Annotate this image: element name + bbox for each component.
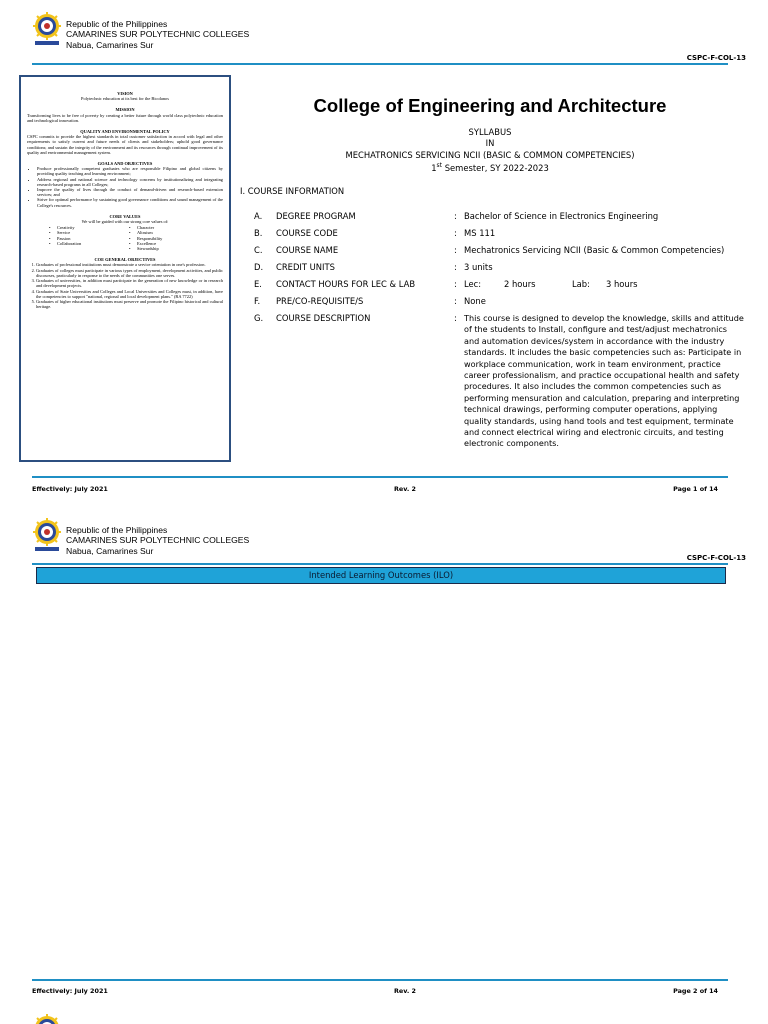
course-information-heading: I. COURSE INFORMATION <box>240 186 345 196</box>
semester-line <box>240 160 740 174</box>
row-colon: : <box>454 245 457 255</box>
row-value: 3 units <box>464 262 493 272</box>
vision-mission-box <box>19 75 231 462</box>
revision-number: Rev. 2 <box>394 987 416 995</box>
effectivity-date: Effectively: July 2021 <box>32 485 108 493</box>
goals-list <box>27 166 223 208</box>
semester-text: Semester, SY 2022-2023 <box>442 162 549 173</box>
header-college: CAMARINES SUR POLYTECHNIC COLLEGES <box>66 29 250 40</box>
lec-label: Lec: <box>464 279 482 289</box>
effectivity-date: Effectively: July 2021 <box>32 987 108 995</box>
core-value: • Responsibility <box>129 236 209 241</box>
core-values-list <box>49 225 223 251</box>
row-letter: E. <box>254 279 262 289</box>
core-value: • Service <box>49 230 129 235</box>
core-values-intro: We will be guided with our strong core values of: <box>81 219 169 225</box>
footer-rule <box>32 979 728 981</box>
policy-text: CSPC commits to provide the highest standards in total customer satisfaction in accord with legal and other requirements to satisfy current and future needs of clients and stakeholders; uphold good governance conditions; and sustain the integrity of the environment and its resources through continual improvement of its quality and environmental management system. <box>27 134 223 155</box>
vision-text: Polytechnic education at its best for the Bicolanos <box>81 96 169 102</box>
row-label: COURSE NAME <box>276 245 339 255</box>
coe-objective: 2. Graduates of colleges must participate in various types of employment, development activities, and public discourses, particularly in response to the needs of the communities one serves. <box>36 268 223 278</box>
goal-item: • Address regional and national science and technology concerns by institutionalizing and integrating research-based programs in all Colleges; <box>37 177 223 187</box>
core-value: • Excellence <box>129 241 209 246</box>
page-number: Page 1 of 14 <box>673 485 718 493</box>
row-colon: : <box>454 279 457 289</box>
policy-title: QUALITY AND ENVIRONMENTAL POLICY <box>80 129 170 135</box>
page-number: Page 2 of 14 <box>673 987 718 995</box>
row-colon: : <box>454 313 457 323</box>
footer-rule <box>32 476 728 478</box>
mission-text: Transforming lives to be free of poverty by creating a better future through world class polytechnic education and technological innovation. <box>27 112 223 123</box>
vision-title: VISION <box>117 91 133 96</box>
row-letter: C. <box>254 245 263 255</box>
college-seal-icon <box>32 12 62 48</box>
core-value: • Passion <box>49 236 129 241</box>
semester-suffix: st <box>436 162 443 169</box>
syllabus-in: IN <box>485 138 495 148</box>
row-colon: : <box>454 296 457 306</box>
header-rule <box>32 563 728 565</box>
college-seal-icon <box>32 1014 62 1024</box>
goals-title: GOALS AND OBJECTIVES <box>97 161 153 167</box>
header-college: CAMARINES SUR POLYTECHNIC COLLEGES <box>66 535 250 546</box>
revision-number: Rev. 2 <box>394 485 416 493</box>
row-letter: B. <box>254 228 263 238</box>
core-value: • Creativity <box>49 225 129 230</box>
coe-objective: 1. Graduates of professional institutions must demonstrate a service orientation in one's profession. <box>36 262 223 267</box>
row-letter: G. <box>254 313 264 323</box>
header-location: Nabua, Camarines Sur <box>66 39 154 50</box>
course-heading: MECHATRONICS SERVICING NCII (BASIC & COMMON COMPETENCIES) <box>345 150 635 160</box>
row-colon: : <box>454 262 457 272</box>
header-text <box>66 525 249 556</box>
row-letter: A. <box>254 211 263 221</box>
row-letter: F. <box>254 296 261 306</box>
coe-objectives-list <box>27 262 223 309</box>
college-seal-icon <box>32 518 62 554</box>
row-value: Bachelor of Science in Electronics Engineering <box>464 211 659 221</box>
goal-item: • Strive for optimal performance by sustaining good governance conditions and sound management of the College's resources. <box>37 197 223 207</box>
row-value: None <box>464 296 486 306</box>
row-value: Mechatronics Servicing NCII (Basic & Common Competencies) <box>464 245 725 255</box>
ilo-section-bar: Intended Learning Outcomes (ILO) <box>36 567 726 584</box>
lec-hours: 2 hours <box>504 279 536 289</box>
header-republic: Republic of the Philippines <box>66 19 168 29</box>
header-text <box>66 19 249 50</box>
course-description-text: This course is designed to develop the knowledge, skills and attitude of the students to Install, configure and test/adjust mechatronics and automation devices/system in accordance with the industry standards. It includes the basic competencies such as: Participate in workplace communication, work in team environment, practice career professionalism, and practice occupational health and safety procedures. It also includes the common competencies such as performing mensuration and calculation, preparing and interpreting technical drawings, performing computer operations, applying quality standards, using hand tools and test equipment, terminate and connect electrical wiring and electronic circuits, and testing electronic components. <box>464 313 744 449</box>
form-code: CSPC-F-COL-13 <box>686 554 746 562</box>
core-value: • Stewardship <box>129 246 209 251</box>
row-label: PRE/CO-REQUISITE/S <box>276 296 364 306</box>
goal-item: • Produce professionally competent graduates who are responsible Filipino and global citizens by providing quality teaching and learning environment; <box>37 166 223 176</box>
row-label: CONTACT HOURS FOR LEC & LAB <box>276 279 416 289</box>
header-location: Nabua, Camarines Sur <box>66 545 154 556</box>
core-value: • Character <box>129 225 209 230</box>
row-label: DEGREE PROGRAM <box>276 211 356 221</box>
row-label: COURSE CODE <box>276 228 338 238</box>
row-letter: D. <box>254 262 264 272</box>
core-value-spacer <box>49 246 129 251</box>
row-label: COURSE DESCRIPTION <box>276 313 371 323</box>
row-colon: : <box>454 228 457 238</box>
goal-item: • Improve the quality of lives through the conduct of demand-driven and research-based extension services; and <box>37 187 223 197</box>
coe-objective: 3. Graduates of universities, in addition must participate in the generation of new knowledge or in research and development projects. <box>36 278 223 288</box>
syllabus-label: SYLLABUS <box>468 127 512 137</box>
core-value: • Altruism <box>129 230 209 235</box>
syllabus-page-1 <box>0 0 768 500</box>
coe-objective: 4. Graduates of State Universities and Colleges and Local Universities and Colleges must, in addition, have the competencies to support "national, regional and local development plans." (RA 7722) <box>36 289 223 299</box>
header-republic: Republic of the Philippines <box>66 525 168 535</box>
row-colon: : <box>454 211 457 221</box>
coe-objective: 5. Graduates of higher educational institutions must preserve and promote the Filipino historical and cultural heritage. <box>36 299 223 309</box>
row-value: MS 111 <box>464 228 496 238</box>
core-value: • Collaboration <box>49 241 129 246</box>
coe-objectives-title: COE GENERAL OBJECTIVES <box>94 257 156 263</box>
mission-title: MISSION <box>115 107 135 113</box>
form-code: CSPC-F-COL-13 <box>686 54 746 62</box>
college-title: College of Engineering and Architecture <box>313 95 667 116</box>
lab-label: Lab: <box>572 279 590 289</box>
header-rule <box>32 63 728 65</box>
row-value <box>464 279 744 290</box>
core-values-title: CORE VALUES <box>109 213 141 219</box>
lab-hours: 3 hours <box>606 279 638 289</box>
semester-number: 1 <box>431 162 437 173</box>
row-label: CREDIT UNITS <box>276 262 335 272</box>
